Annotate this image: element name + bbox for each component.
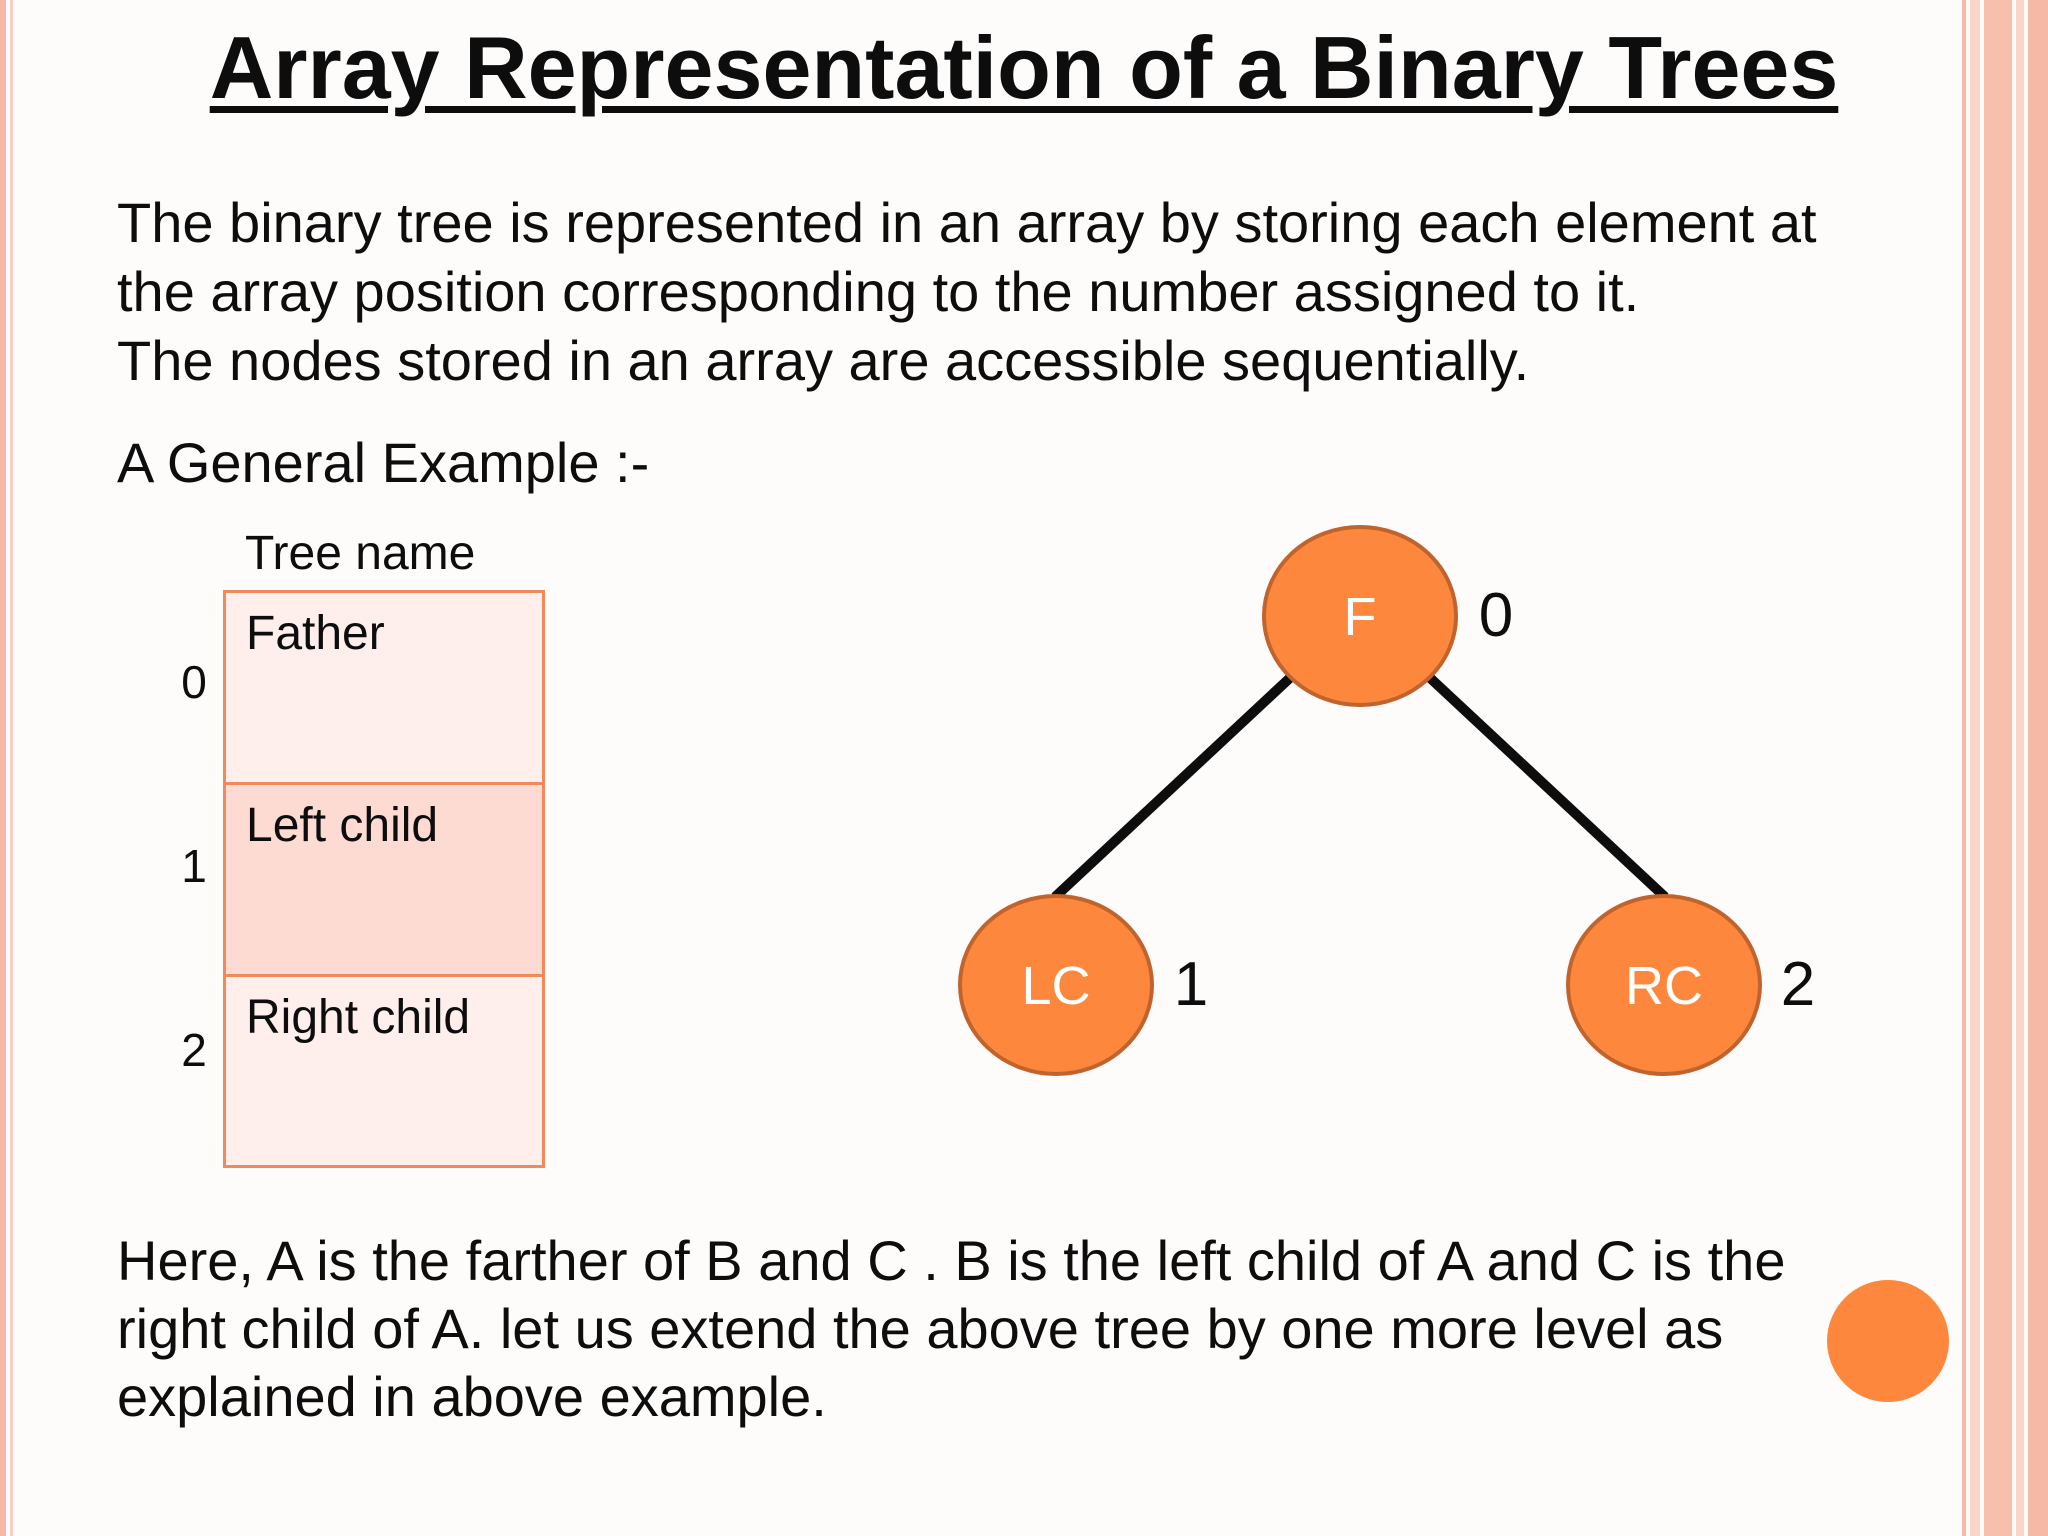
slide-title-text: Array Representation of a Binary Trees xyxy=(209,18,1839,117)
array-cell-label: Left child xyxy=(246,799,439,852)
decorative-orange-circle xyxy=(1827,1280,1949,1402)
outro-line: Here, A is the farther of B and C . B is the left child of A and C is the xyxy=(117,1229,1786,1292)
intro-line: the array position corresponding to the number assigned to it. xyxy=(117,260,1640,323)
array-index-0: 0 xyxy=(181,656,207,708)
outro-line: explained in above example. xyxy=(117,1365,827,1428)
node-label: F xyxy=(1343,587,1377,647)
node-label: LC xyxy=(1021,956,1091,1016)
example-label: A General Example :- xyxy=(117,431,650,494)
array-cell-label: Right child xyxy=(246,991,471,1044)
array-cell-label: Father xyxy=(246,607,385,660)
outro-paragraph xyxy=(117,1227,1817,1431)
node-index-lc: 1 xyxy=(1173,950,1209,1019)
tree-node-lc xyxy=(960,896,1152,1074)
node-label: RC xyxy=(1625,956,1703,1016)
array-index-1: 1 xyxy=(181,840,207,892)
edge-f-lc xyxy=(1055,676,1292,897)
tree-node-f xyxy=(1264,527,1456,705)
node-index-rc: 2 xyxy=(1780,950,1816,1019)
tree-node-rc xyxy=(1568,896,1760,1074)
intro-line: The nodes stored in an array are accessible sequentially. xyxy=(117,329,1530,392)
array-header: Tree name xyxy=(245,527,476,580)
array-index-2: 2 xyxy=(181,1024,207,1076)
node-index-f: 0 xyxy=(1478,581,1514,650)
edge-f-rc xyxy=(1428,676,1665,897)
intro-line: The binary tree is represented in an array by storing each element at xyxy=(117,191,1817,254)
outro-line: right child of A. let us extend the above tree by one more level as xyxy=(117,1297,1724,1360)
